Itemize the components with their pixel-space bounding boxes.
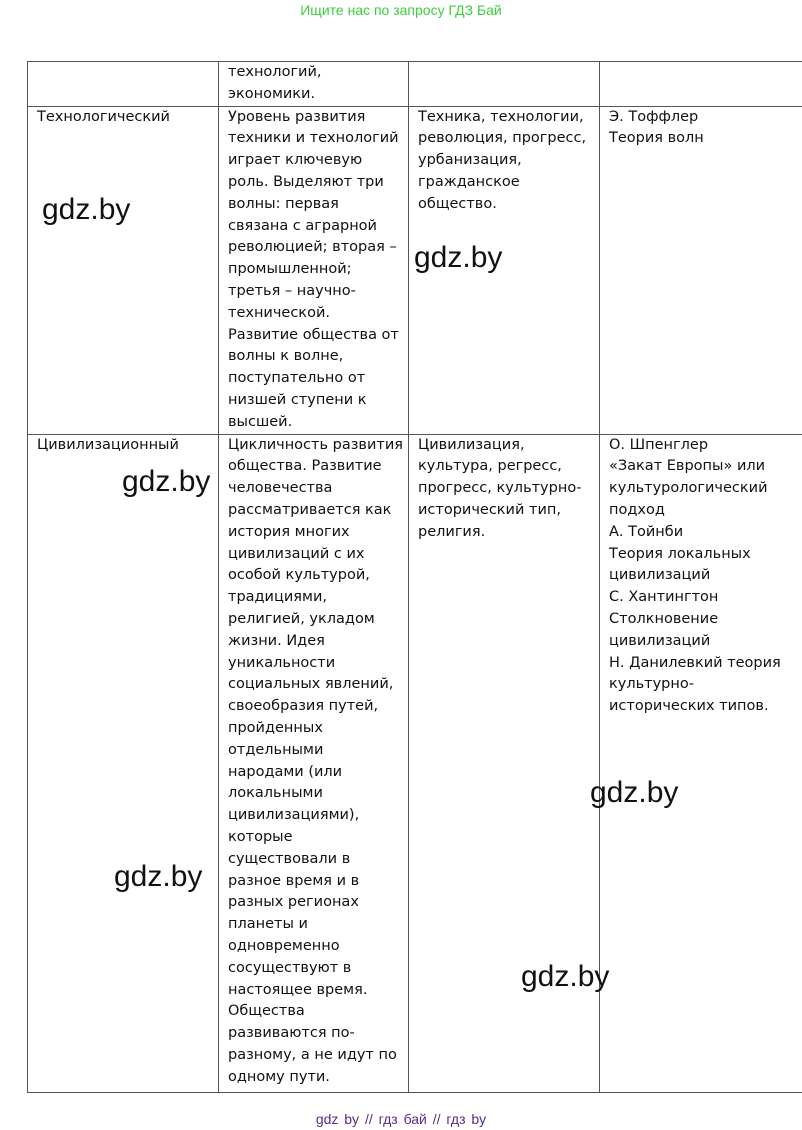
cell-text-line: пройденных	[228, 719, 323, 736]
cell-text-line: настоящее время.	[228, 981, 368, 998]
cell-text-line: прогресс, культурно-	[418, 480, 582, 497]
cell-text-line: Н. Данилевкий теория	[609, 654, 781, 671]
table-row	[28, 62, 802, 107]
cell-text-line: рассматривается как	[228, 501, 392, 518]
cell-text-line: Техника, технологии,	[418, 108, 584, 125]
cell-text-line: связана с аграрной	[228, 217, 377, 234]
cell-text-line: промышленной;	[228, 261, 352, 278]
cell-text-line: социальных явлений,	[228, 676, 394, 693]
footer-links: gdz by // гдз бай // гдз by	[315, 1111, 487, 1127]
cell-text-line: экономики.	[228, 85, 316, 102]
cell-text-line: сосуществуют в	[228, 959, 352, 976]
cell-text-line: разному, а не идут по	[228, 1046, 397, 1063]
table-cell	[219, 106, 409, 434]
table-cell	[28, 434, 219, 1092]
table-cell	[219, 62, 409, 107]
header-banner: Ищите нас по запросу ГДЗ Бай	[300, 2, 502, 18]
cell-text-line: технологий,	[228, 64, 322, 80]
cell-text-line: подход	[609, 501, 665, 518]
table-cell	[28, 106, 219, 434]
cell-text-line: Теория локальных	[609, 545, 751, 562]
cell-text-line: третья – научно-	[228, 282, 356, 299]
table-cell	[600, 106, 802, 434]
table-cell	[600, 62, 802, 107]
cell-text-line: революция, прогресс,	[418, 130, 587, 147]
table-cell	[28, 62, 219, 107]
table-cell	[219, 434, 409, 1092]
cell-text-line: культурно-	[609, 676, 694, 693]
cell-text-line: Технологический	[37, 108, 170, 125]
cell-text-line: одному пути.	[228, 1068, 330, 1085]
cell-text-line: поступательно от	[228, 370, 366, 387]
cell-text-line: Э. Тоффлер	[609, 108, 699, 125]
watermark: gdz.by	[521, 960, 610, 993]
watermark: gdz.by	[122, 465, 211, 498]
cell-text-line: Общества	[228, 1003, 305, 1020]
cell-text-line: существовали в	[228, 850, 351, 867]
cell-text-line: культура, регресс,	[418, 458, 562, 475]
watermark: gdz.by	[590, 776, 679, 809]
cell-text-line: Цивилизационный	[37, 436, 179, 453]
table-cell	[600, 434, 802, 1092]
cell-text-line: уникальности	[228, 654, 336, 671]
cell-text-line: высшей.	[228, 413, 293, 430]
cell-text-line: которые	[228, 828, 293, 845]
watermark: gdz.by	[414, 241, 503, 274]
cell-text-line: разных регионах	[228, 894, 359, 911]
watermark: gdz.by	[42, 193, 131, 226]
cell-text-line: цивилизациями),	[228, 807, 360, 824]
cell-text-line: Столкновение	[609, 610, 719, 627]
table-row	[28, 434, 802, 1092]
cell-text-line: религия.	[418, 523, 486, 540]
cell-text-line: цивилизаций	[609, 567, 711, 584]
cell-text-line: волны: первая	[228, 195, 339, 212]
cell-text-line: цивилизаций с их	[228, 545, 365, 562]
cell-text-line: Цивилизация,	[418, 436, 525, 453]
cell-text-line: одновременно	[228, 937, 340, 954]
cell-text-line: особой культурой,	[228, 567, 370, 584]
cell-text-line: планеты и	[228, 916, 308, 933]
cell-text-line: своеобразия путей,	[228, 698, 379, 715]
cell-text-line: религией, укладом	[228, 610, 375, 627]
watermark: gdz.by	[114, 860, 203, 893]
cell-text-line: Развитие общества от	[228, 326, 399, 343]
cell-text-line: общества. Развитие	[228, 458, 382, 475]
cell-text-line: традициями,	[228, 589, 327, 606]
cell-text-line: О. Шпенглер	[609, 436, 709, 453]
cell-text-line: волны к волне,	[228, 348, 344, 365]
cell-text-line: исторических типов.	[609, 698, 769, 715]
cell-text-line: Цикличность развития	[228, 436, 403, 453]
cell-text-line: исторический тип,	[418, 501, 561, 518]
cell-text-line: роль. Выделяют три	[228, 173, 384, 190]
theories-table	[27, 61, 802, 1093]
cell-text-line: Уровень развития	[228, 108, 366, 125]
cell-text-line: играет ключевую	[228, 152, 363, 169]
cell-text-line: революцией; вторая –	[228, 239, 397, 256]
cell-text-line: низшей ступени к	[228, 391, 367, 408]
cell-text-line: развиваются по-	[228, 1025, 355, 1042]
cell-text-line: жизни. Идея	[228, 632, 325, 649]
table-cell	[409, 62, 600, 107]
cell-text-line: технической.	[228, 304, 330, 321]
cell-text-line: гражданское	[418, 173, 520, 190]
cell-text-line: урбанизация,	[418, 152, 522, 169]
cell-text-line: отдельными	[228, 741, 324, 758]
cell-text-line: общество.	[418, 195, 497, 212]
cell-text-line: народами (или	[228, 763, 343, 780]
cell-text-line: культурологический	[609, 480, 768, 497]
cell-text-line: разное время и в	[228, 872, 360, 889]
cell-text-line: техники и технологий	[228, 130, 399, 147]
cell-text-line: цивилизаций	[609, 632, 711, 649]
cell-text-line: локальными	[228, 785, 323, 802]
cell-text-line: А. Тойнби	[609, 523, 684, 540]
cell-text-line: «Закат Европы» или	[609, 458, 766, 475]
cell-text-line: история многих	[228, 523, 350, 540]
cell-text-line: Теория волн	[609, 130, 704, 147]
cell-text-line: человечества	[228, 480, 333, 497]
cell-text-line: С. Хантингтон	[609, 589, 719, 606]
